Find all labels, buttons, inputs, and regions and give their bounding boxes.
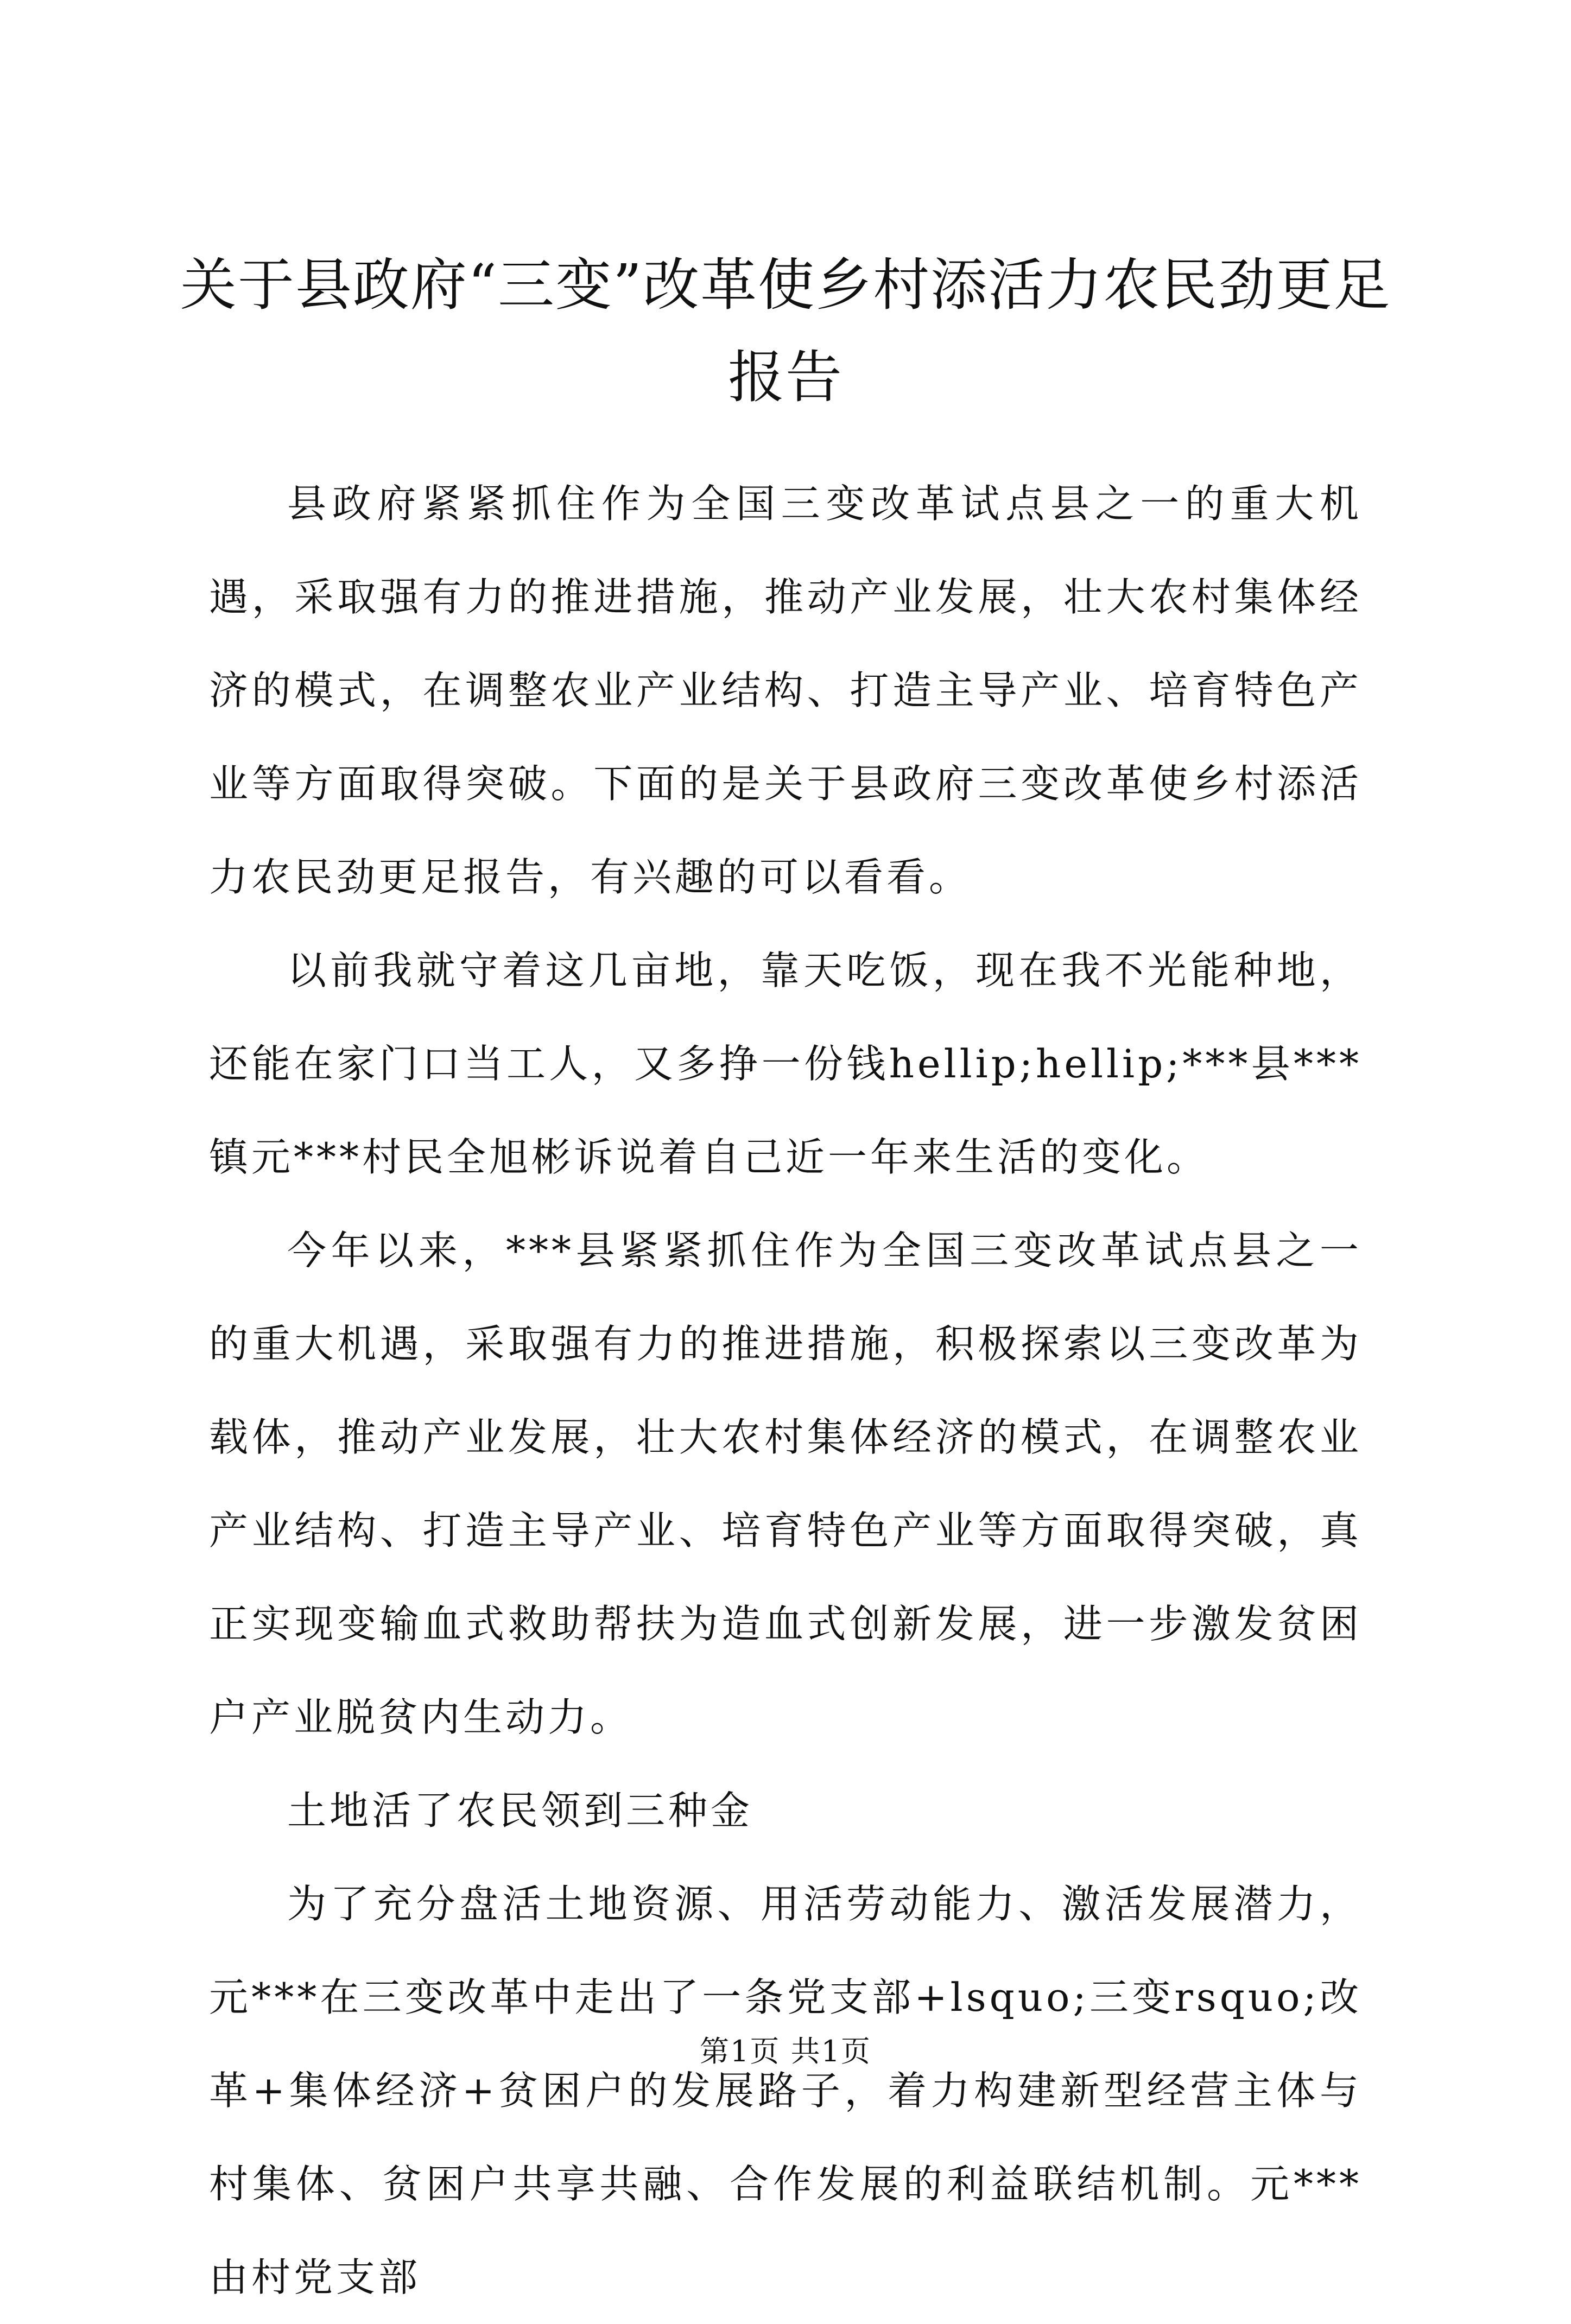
document-title: 关于县政府“三变”改革使乡村添活力农民劲更足报告 (180, 252, 1391, 410)
paragraph-section-text: 为了充分盘活土地资源、用活劳动能力、激活发展潜力，元***在三变改革中走出了一条党支部+lsquo;三变rsquo;改革+集体经济+贫困户的发展路子，着力构建新型经营主体与村集体、贫困户共享共融、合作发展的利益联结机制。元***由村党支部 (209, 1881, 1362, 2300)
page-footer: 第1页 共1页 (700, 2034, 871, 2068)
paragraph-intro: 县政府紧紧抓住作为全国三变改革试点县之一的重大机遇，采取强有力的推进措施，推动产业发展，壮大农村集体经济的模式，在调整农业产业结构、打造主导产业、培育特色产业等方面取得突破。下面的是关于县政府三变改革使乡村添活力农民劲更足报告，有兴趣的可以看看。 (209, 481, 1362, 900)
paragraph-background: 今年以来，***县紧紧抓住作为全国三变改革试点县之一的重大机遇，采取强有力的推进措施，积极探索以三变改革为载体，推动产业发展，壮大农村集体经济的模式，在调整农业产业结构、打造主导产业、培育特色产业等方面取得突破，真正实现变输血式救助帮扶为造血式创新发展，进一步激发贫困户产业脱贫内生动力。 (209, 1228, 1362, 1740)
section-heading: 土地活了农民领到三种金 (287, 1788, 753, 1833)
paragraph-quote: 以前我就守着这几亩地，靠天吃饭，现在我不光能种地，还能在家门口当工人，又多挣一份钱hellip;hellip;***县***镇元***村民全旭彬诉说着自己近一年来生活的变化。 (209, 948, 1362, 1180)
